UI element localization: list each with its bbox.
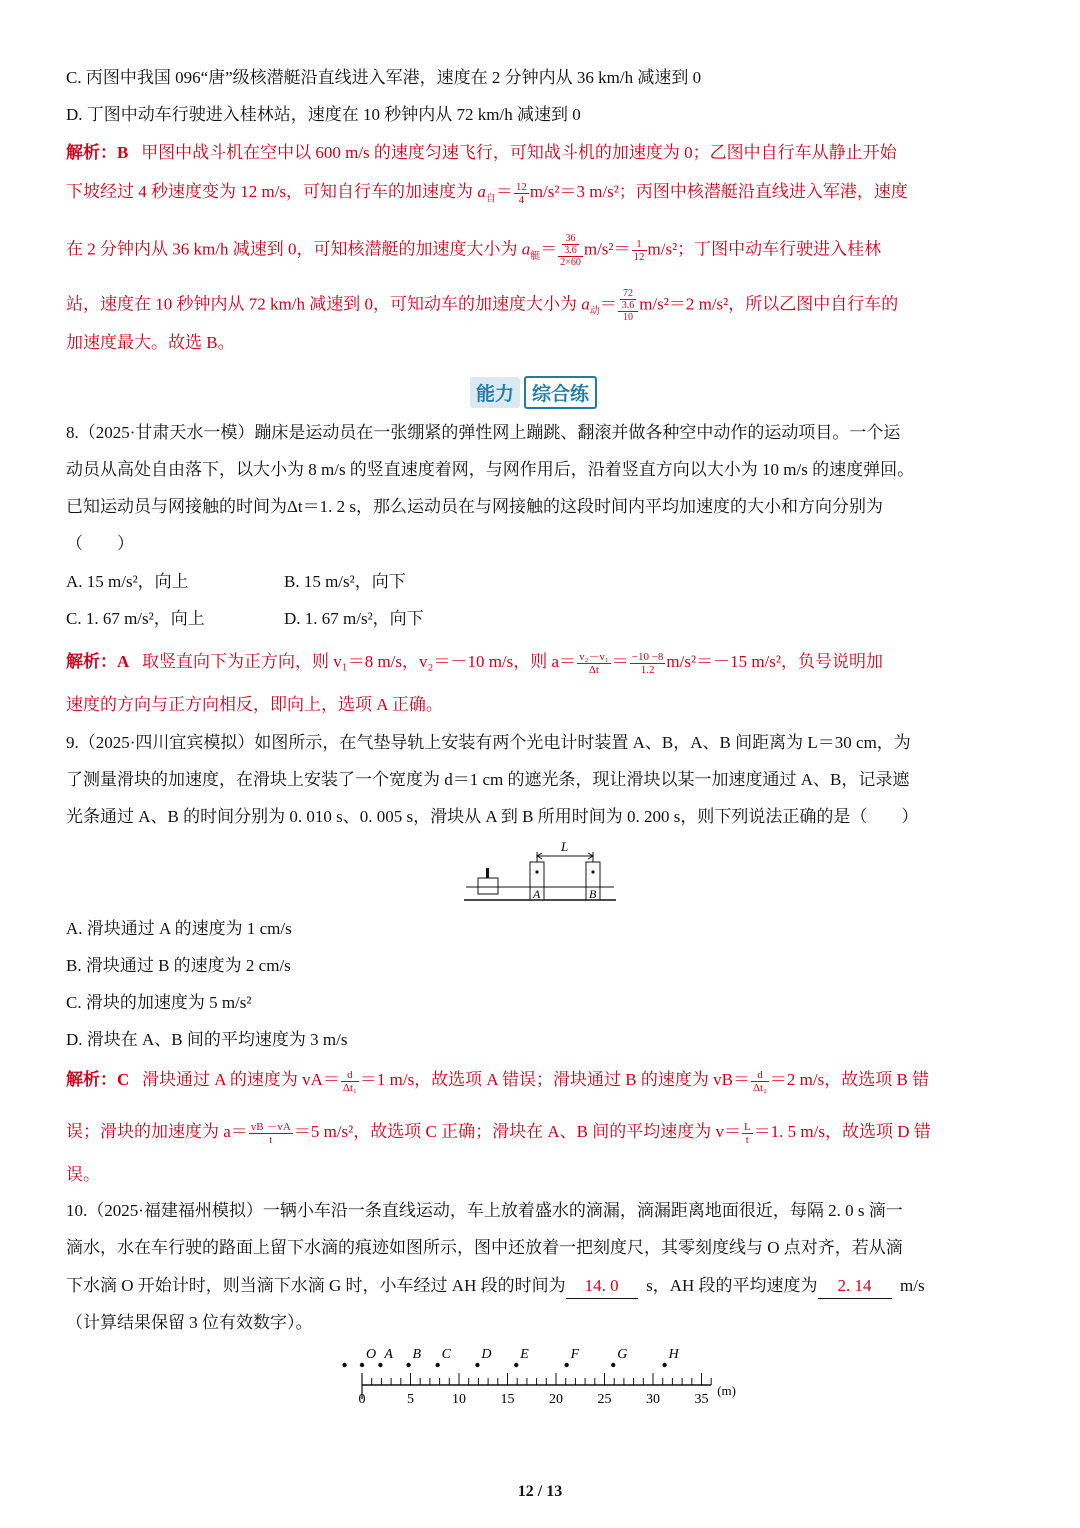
analysis-text: ＝1. 5 m/s，故选项 D 错 <box>753 1122 931 1141</box>
fig-label-L: L <box>561 839 569 854</box>
drop-mark <box>611 1363 615 1367</box>
analysis-text: 取竖直向下为正方向，则 v₁＝8 m/s，v₂＝－10 m/s，则 a＝ <box>142 652 577 671</box>
drop-mark <box>342 1363 346 1367</box>
q9-stem: 9.（2025·四川宜宾模拟）如图所示，在气垫导轨上安装有两个光电计时装置 A、B，A、B 间距离为 L＝30 cm，为 <box>66 733 911 752</box>
denominator: 4 <box>518 193 525 206</box>
q8-stem: 已知运动员与网接触的时间为Δt＝1. 2 s，那么运动员在与网接触的这段时间内平均加速度的大小和方向分别为 <box>66 497 884 516</box>
stem-text: 下水滴 O 开始计时，则当滴下水滴 G 时，小车经过 AH 段的时间为 <box>66 1276 566 1295</box>
drop-mark <box>378 1363 382 1367</box>
numerator: d <box>751 1069 769 1082</box>
q9-option-b: B. 滑块通过 B 的速度为 2 cm/s <box>66 956 291 975</box>
analysis-text: m/s²＝－15 m/s²，负号说明加 <box>666 652 883 671</box>
subscript: 自 <box>485 193 496 205</box>
analysis-text: m/s²＝2 m/s²，所以乙图中自行车的 <box>639 294 899 314</box>
q8-option-b: B. 15 m/s²，向下 <box>284 572 406 591</box>
ruler-tick-label: 30 <box>646 1392 660 1407</box>
subscript: 动 <box>589 305 600 317</box>
drop-label: D <box>481 1347 492 1362</box>
q9-option-c: C. 滑块的加速度为 5 m/s² <box>66 993 252 1012</box>
answer-blank-2: 2. 14 <box>818 1274 892 1299</box>
fraction <box>577 651 611 676</box>
banner-part1: 能力 <box>470 377 520 408</box>
analysis-text: 甲图中战斗机在空中以 600 m/s 的速度匀速飞行，可知战斗机的加速度为 0；乙图中自行车从静止开始 <box>141 143 897 162</box>
fig-label-B: B <box>589 887 597 901</box>
option-d: D. 丁图中动车行驶进入桂林站，速度在 10 秒钟内从 72 km/h 减速到 0 <box>66 105 581 124</box>
analysis-line: 加速度最大。故选 B。 <box>66 333 235 352</box>
q8-stem: （ ） <box>66 534 134 553</box>
drop-mark <box>406 1363 410 1367</box>
numerator: 12 <box>515 180 527 193</box>
denominator: t <box>269 1133 273 1146</box>
denominator: 12 <box>633 251 645 263</box>
fig-label-A: A <box>533 887 541 901</box>
numerator: 36 <box>562 233 579 245</box>
fraction <box>341 1069 359 1094</box>
drop-mark <box>514 1363 518 1367</box>
ruler-tick-label: 5 <box>407 1392 414 1407</box>
analysis-text: 在 2 分钟内从 36 km/h 减速到 0，可知核潜艇的加速度大小为 <box>66 239 522 259</box>
analysis-label: 解析：C <box>66 1070 130 1089</box>
denominator: Δt <box>588 663 599 676</box>
air-track-figure <box>460 838 620 904</box>
q9-stem: 光条通过 A、B 的时间分别为 0. 010 s、0. 005 s，滑块从 A 到 B 所用时间为 0. 200 s，则下列说法正确的是（ ） <box>66 807 919 826</box>
option-c: C. 丙图中我国 096“唐”级核潜艇沿直线进入军港，速度在 2 分钟内从 36 km/h 减速到 0 <box>66 68 702 87</box>
drop-mark <box>662 1363 666 1367</box>
analysis-text: 滑块通过 A 的速度为 vA＝ <box>142 1070 340 1089</box>
q10-stem: 滴水，水在车行驶的路面上留下水滴的痕迹如图所示，图中还放着一把刻度尺，其零刻度线与 O 点对齐，若从滴 <box>66 1238 903 1257</box>
q9-stem: 了测量滑块的加速度，在滑块上安装了一个宽度为 d＝1 cm 的遮光条，现让滑块以某一加速度通过 A、B，记录遮 <box>66 770 910 789</box>
drop-mark <box>360 1363 364 1367</box>
stem-text: s，AH 段的平均速度为 <box>646 1276 818 1295</box>
analysis-text: ＝1 m/s，故选项 A 错误；滑块通过 B 的速度为 vB＝ <box>359 1070 750 1089</box>
drop-label: F <box>570 1347 580 1362</box>
banner-part2: 综合练 <box>524 376 597 409</box>
analysis-text: m/s²＝3 m/s²；丙图中核潜艇沿直线进入军港，速度 <box>529 182 908 201</box>
analysis-text: m/s²＝ <box>583 239 631 259</box>
analysis-line: 站，速度在 10 秒钟内从 72 km/h 减速到 0，可知动车的加速度大小为 $a_动=$ $\frac{\frac{72}{3.6}}{10}$ m/s²＝2 m/s²，所以乙图中自行车的 <box>66 288 899 323</box>
fraction <box>618 288 639 323</box>
q9-analysis: 误。 <box>66 1165 100 1184</box>
drop-mark <box>475 1363 479 1367</box>
drop-label: O <box>366 1347 377 1362</box>
drop-label: E <box>520 1347 529 1362</box>
drop-label: A <box>384 1347 393 1362</box>
q8-option-a: A. 15 m/s²，向上 <box>66 572 189 591</box>
q9-analysis <box>66 1120 931 1146</box>
numerator: 72 <box>620 288 637 300</box>
ruler-tick-label: 15 <box>500 1392 515 1407</box>
drop-label: G <box>617 1347 628 1362</box>
analysis-text: 下坡经过 4 秒速度变为 12 m/s，可知自行车的加速度为 <box>66 182 478 201</box>
ruler-figure <box>330 1343 750 1413</box>
analysis-line <box>66 141 897 165</box>
denominator: Δt₁ <box>342 1081 357 1094</box>
ruler-tick-label: 10 <box>452 1392 466 1407</box>
section-banner <box>470 376 597 408</box>
analysis-line: 在 2 分钟内从 36 km/h 减速到 0，可知核潜艇的加速度大小为 $a_艇=$ $\frac{\frac{36}{3.6}}{2\times 60}$ m/s²＝ $\frac{1}{12}$ m/s²；丁图中动车行驶进入桂林 <box>66 233 882 268</box>
ruler-unit: (m) <box>717 1383 736 1398</box>
fraction <box>742 1121 753 1146</box>
q8-option-d: D. 1. 67 m/s²，向下 <box>284 609 424 628</box>
drop-label: H <box>668 1347 679 1362</box>
denominator: t <box>745 1133 749 1146</box>
fraction <box>632 238 647 263</box>
ruler-tick-label: 0 <box>358 1392 366 1407</box>
numerator: −10 −8 <box>631 650 664 663</box>
numerator: vB －vA <box>250 1120 291 1133</box>
q9-option-d: D. 滑块在 A、B 间的平均速度为 3 m/s <box>66 1030 348 1049</box>
q8-stem: 动员从高处自由落下，以大小为 8 m/s 的竖直速度着网，与网作用后，沿着竖直方向以大小为 10 m/s 的速度弹回。 <box>66 460 915 479</box>
numerator: d <box>341 1069 359 1082</box>
q8-option-c: C. 1. 67 m/s²，向上 <box>66 609 205 628</box>
analysis-text: ＝5 m/s²，故选项 C 正确；滑块在 A、B 间的平均速度为 v＝ <box>293 1122 741 1141</box>
fraction <box>751 1069 769 1094</box>
denominator: 2×60 <box>560 257 581 268</box>
ruler-tick-label: 25 <box>597 1392 612 1407</box>
q8-analysis: 速度的方向与正方向相反，即向上，选项 A 正确。 <box>66 695 443 714</box>
ruler-tick-label: 20 <box>549 1392 563 1407</box>
analysis-label: 解析：A <box>66 652 130 671</box>
denominator: 3.6 <box>621 300 635 311</box>
fraction <box>558 233 583 268</box>
numerator: v₂－v₁ <box>579 650 609 663</box>
denominator: 1.2 <box>640 663 655 676</box>
analysis-text: m/s²；丁图中动车行驶进入桂林 <box>647 239 882 259</box>
drop-mark <box>564 1363 568 1367</box>
drop-mark <box>435 1363 439 1367</box>
analysis-text: ＝2 m/s，故选项 B 错 <box>769 1070 930 1089</box>
q8-analysis: 解析：A 取竖直向下为正方向，则 v₁＝8 m/s，v₂＝－10 m/s，则 a＝ $\frac{\text{v₂－v₁}}{\Delta t}$ ＝ $\frac{-10 -8}{1.2}$ m/s²＝－15 m/s²，负号说明加 <box>66 650 883 676</box>
drop-label: B <box>412 1347 422 1362</box>
page-number: 12 / 13 <box>517 1483 563 1500</box>
denominator: 3.6 <box>564 245 577 256</box>
analysis-label: 解析：B <box>66 143 129 162</box>
drop-label: C <box>441 1347 452 1362</box>
denominator: Δt₂ <box>752 1081 767 1094</box>
numerator: L <box>743 1120 751 1133</box>
q10-stem <box>66 1274 925 1299</box>
fraction <box>514 181 529 206</box>
q10-stem: （计算结果保留 3 位有效数字）。 <box>66 1313 313 1332</box>
analysis-text: 站，速度在 10 秒钟内从 72 km/h 减速到 0，可知动车的加速度大小为 <box>66 294 582 314</box>
q9-option-a: A. 滑块通过 A 的速度为 1 cm/s <box>66 919 292 938</box>
q9-analysis <box>66 1068 929 1094</box>
subscript: 艇 <box>530 250 541 262</box>
answer-blank-1: 14. 0 <box>566 1274 638 1299</box>
fraction <box>249 1121 293 1146</box>
analysis-text: 误；滑块的加速度为 a＝ <box>66 1122 248 1141</box>
stem-text: m/s <box>900 1276 925 1295</box>
denominator: 10 <box>622 312 633 323</box>
ruler-tick-label: 35 <box>694 1392 709 1407</box>
fraction <box>630 651 666 676</box>
numerator: 1 <box>632 238 647 251</box>
q10-stem: 10.（2025·福建福州模拟）一辆小车沿一条直线运动，车上放着盛水的滴漏，滴漏距离地面很近，每隔 2. 0 s 滴一 <box>66 1201 903 1220</box>
q8-stem: 8.（2025·甘肃天水一模）蹦床是运动员在一张绷紧的弹性网上蹦跳、翻滚并做各种空中动作的运动项目。一个运 <box>66 423 901 442</box>
analysis-line: 下坡经过 4 秒速度变为 12 m/s，可知自行车的加速度为 $a_自=$ $\frac{12}{4}$ m/s²＝3 m/s²；丙图中核潜艇沿直线进入军港，速度 <box>66 180 908 206</box>
